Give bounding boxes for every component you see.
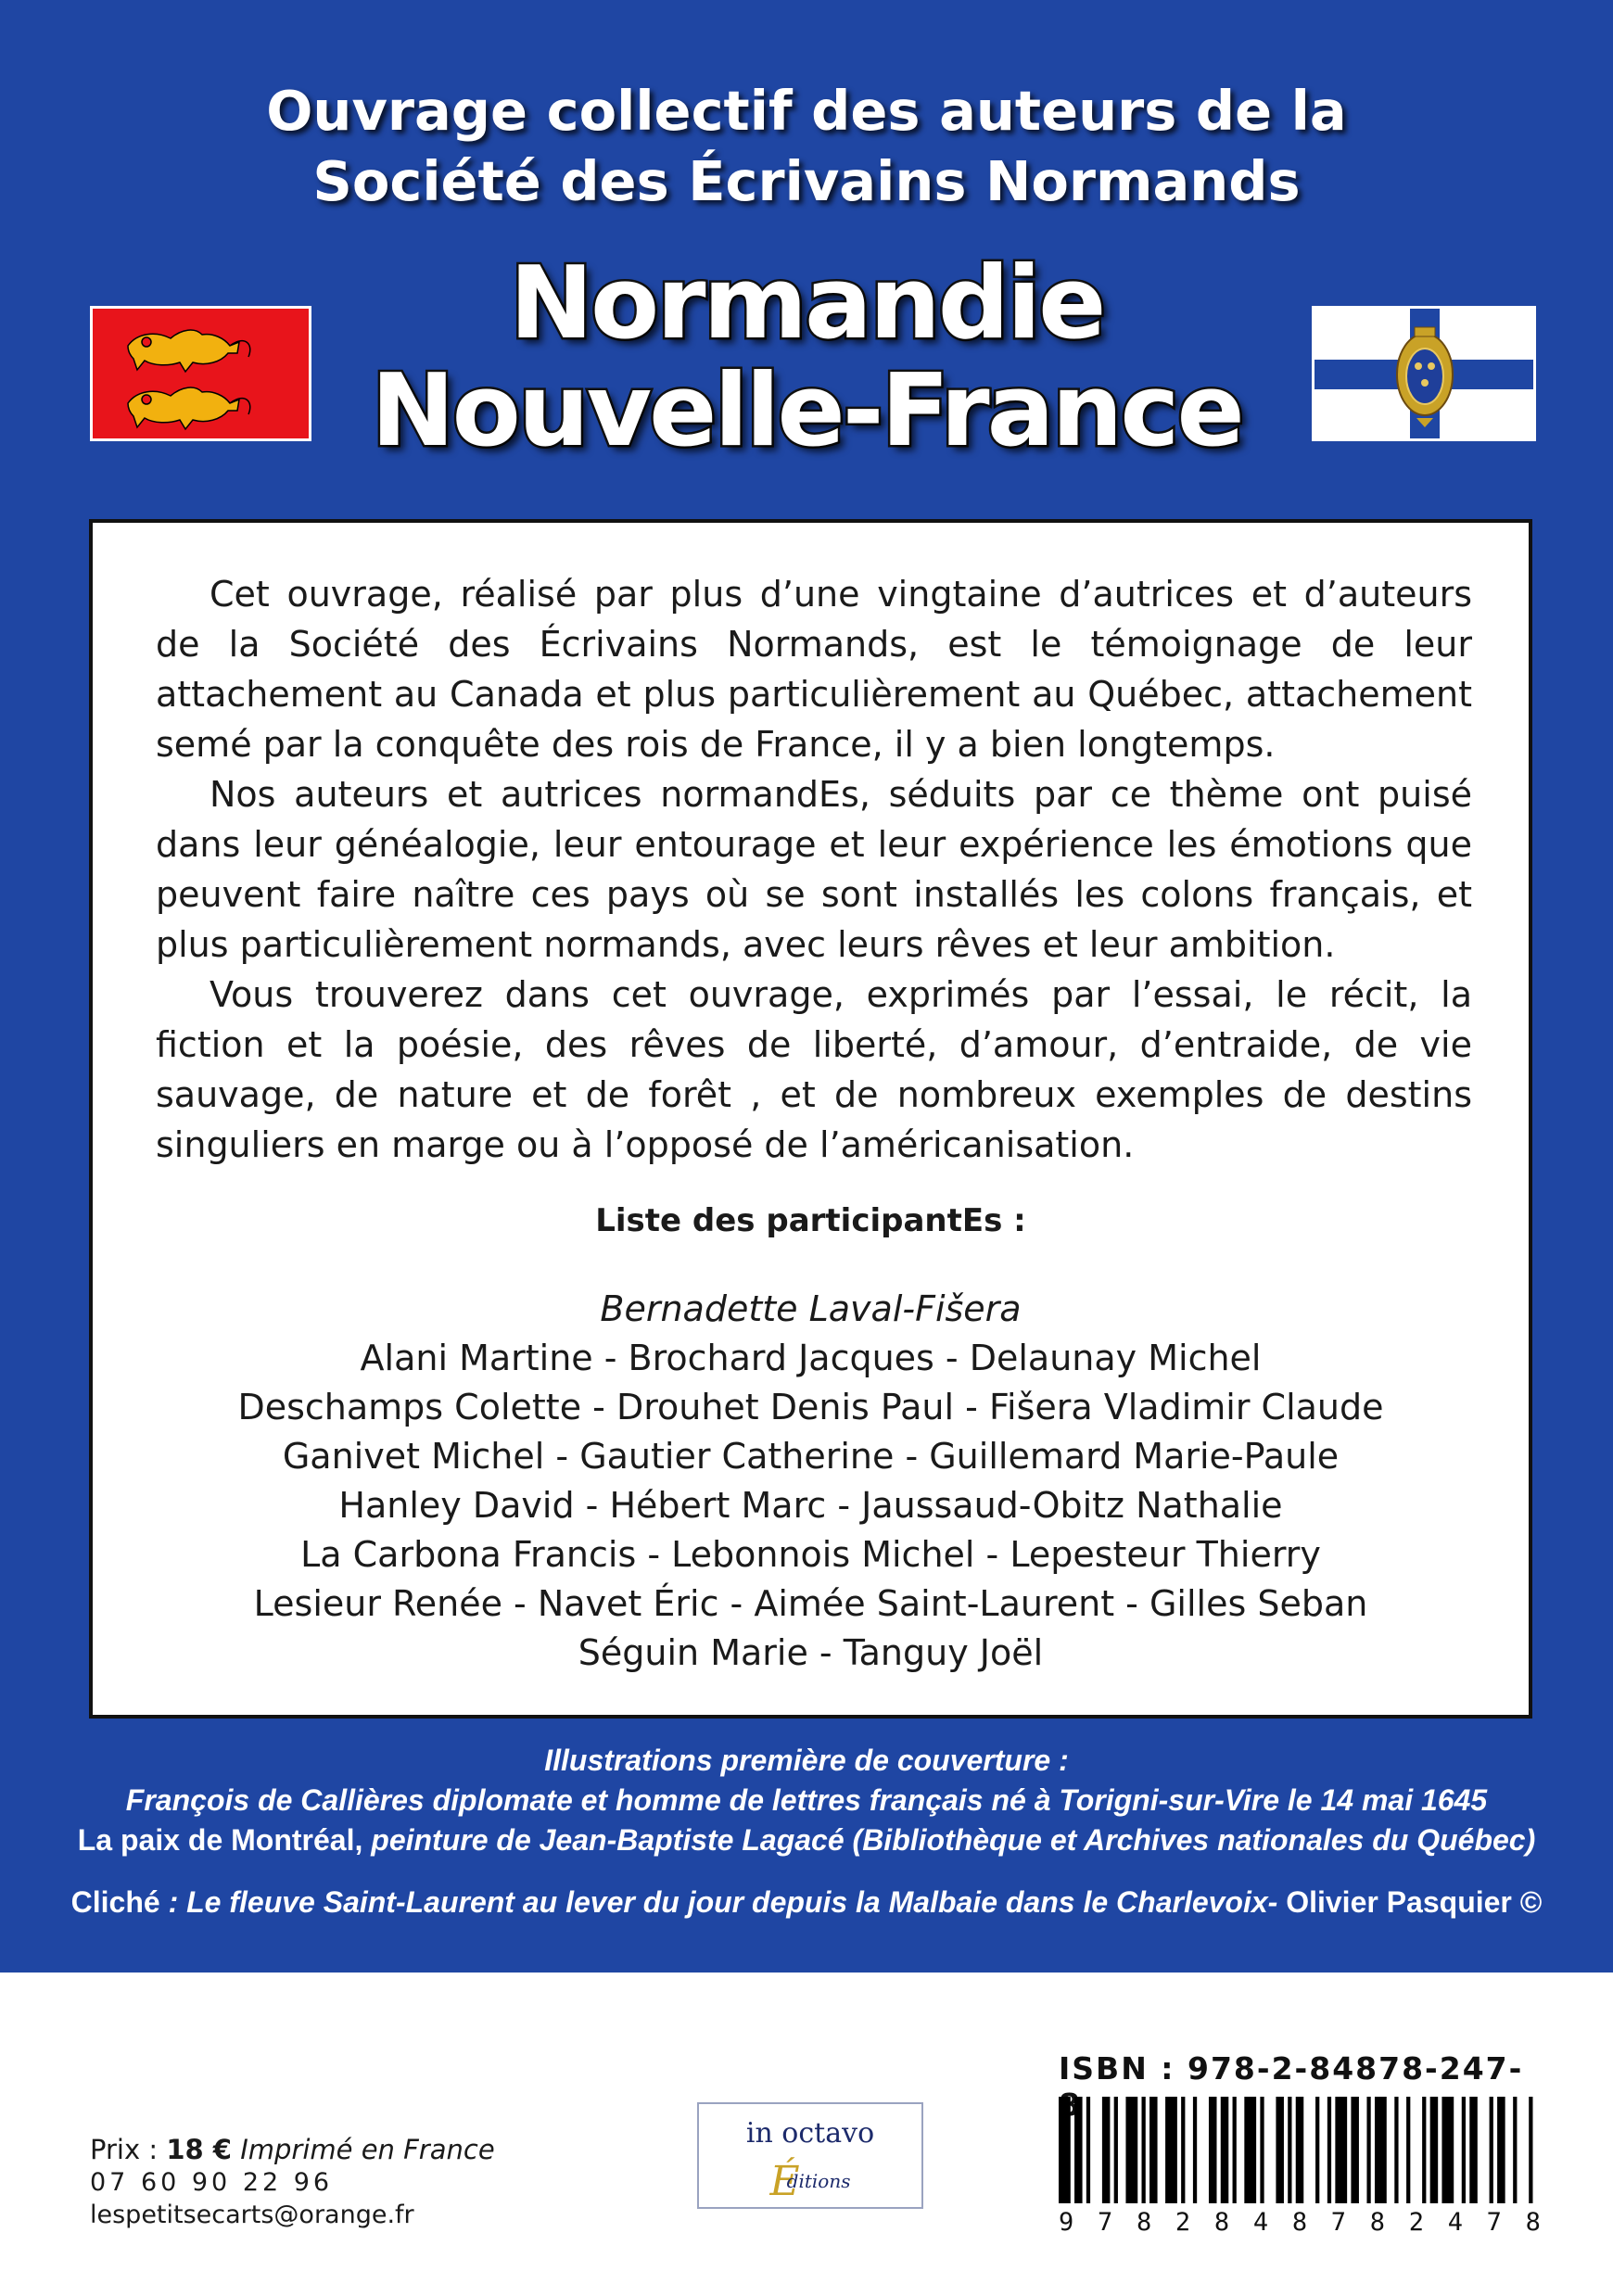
participants-list <box>93 1285 1529 1678</box>
barcode-bar <box>1529 2097 1532 2203</box>
illustration-credits <box>0 1741 1613 1922</box>
cliche-description: : Le fleuve Saint-Laurent au lever du jour depuis la Malbaie dans le Charlevoix- <box>159 1885 1278 1919</box>
barcode-digit: 4 <box>1252 2208 1269 2237</box>
cliche-label: Cliché <box>70 1885 160 1919</box>
barcode-bar <box>1406 2097 1410 2203</box>
barcode-bar <box>1193 2097 1197 2203</box>
barcode-bar <box>1244 2097 1256 2203</box>
barcode-bar <box>1086 2097 1090 2203</box>
barcode-bar <box>1288 2097 1291 2203</box>
credits-line-1: François de Callières diplomate et homme de lettres français né à Torigni-sur-Vire le 14 mai 1645 <box>125 1783 1488 1817</box>
barcode-bar <box>1490 2097 1493 2203</box>
barcode-digit: 8 <box>1525 2208 1541 2237</box>
barcode-bar <box>1375 2097 1387 2203</box>
barcode-bar <box>1469 2097 1478 2203</box>
barcode-bar <box>1209 2097 1217 2203</box>
barcode-bar <box>1260 2097 1264 2203</box>
barcode-bar <box>1165 2097 1177 2203</box>
barcode-bar <box>1221 2097 1229 2203</box>
barcode-digit: 8 <box>1213 2208 1230 2237</box>
barcode-digit: 9 <box>1059 2208 1074 2237</box>
title-line-2: Nouvelle-France <box>371 353 1242 469</box>
barcode-digit: 2 <box>1175 2208 1191 2237</box>
normandy-flag-icon <box>90 306 311 441</box>
barcode-bar <box>1059 2097 1071 2203</box>
barcode-bar <box>1276 2097 1284 2203</box>
participants-line: Ganivet Michel - Gautier Catherine - Guillemard Marie-Paule <box>282 1436 1340 1477</box>
participants-line: Hanley David - Hébert Marc - Jaussaud-Obitz Nathalie <box>338 1485 1283 1526</box>
credits-heading: Illustrations première de couverture : <box>544 1744 1069 1777</box>
subtitle-line-2: Société des Écrivains Normands <box>312 149 1301 213</box>
barcode-bar <box>1394 2097 1398 2203</box>
barcode-digit: 7 <box>1330 2208 1347 2237</box>
summary-paragraph-2: Nos auteurs et autrices normandEs, séduits par ce thème ont puisé dans leur généalogie, leur entourage et leur expérience les émotions que peuvent faire naître ces pays où se sont installés les colons français, et plus particulièrement normands, avec leurs rêves et leur ambition. <box>156 774 1472 965</box>
email-address: lespetitsecarts@orange.fr <box>90 2201 414 2229</box>
participants-line: La Carbona Francis - Lebonnois Michel - Lepesteur Thierry <box>300 1534 1321 1575</box>
summary-paragraph-3: Vous trouverez dans cet ouvrage, exprimés par l’essai, le récit, la fiction et la poésie, des rêves de liberté, d’amour, d’entraide, de vie sauvage, de nature et de forêt , et de nombreux exemples de destins singuliers en marge ou à l’opposé de l’américanisation. <box>156 974 1472 1165</box>
barcode-bar <box>1181 2097 1185 2203</box>
publisher-name: in octavo <box>745 2117 875 2150</box>
barcode-bar <box>1125 2097 1137 2203</box>
price-label: Prix : <box>90 2134 167 2165</box>
credits-line-2 <box>0 1820 1613 1860</box>
price-value: 18 € <box>166 2134 232 2165</box>
barcode-bar <box>1366 2097 1370 2203</box>
barcode-bar <box>1351 2097 1359 2203</box>
publisher-editions-text: ditions <box>786 2170 851 2192</box>
subtitle-line-1: Ouvrage collectif des auteurs de la <box>266 79 1347 143</box>
collective-work-subtitle <box>0 76 1613 217</box>
barcode-digit: 8 <box>1291 2208 1308 2237</box>
barcode-bar <box>1327 2097 1331 2203</box>
barcode-bar <box>1102 2097 1111 2203</box>
title-line-1: Normandie <box>509 246 1104 362</box>
barcode-digits <box>1059 2208 1541 2237</box>
credits-painting-title: La paix de Montréal, <box>77 1823 363 1857</box>
barcode-bar <box>1149 2097 1158 2203</box>
participants-line: Lesieur Renée - Navet Éric - Aimée Saint-Laurent - Gilles Seban <box>253 1583 1368 1624</box>
price-contact-block <box>90 2132 495 2232</box>
participants-line: Deschamps Colette - Drouhet Denis Paul - Fišera Vladimir Claude <box>237 1387 1384 1427</box>
barcode-bar <box>1074 2097 1083 2203</box>
normandy-lions-icon <box>93 309 309 438</box>
barcode-icon <box>1059 2097 1541 2203</box>
barcode-bar <box>1114 2097 1118 2203</box>
barcode-bar <box>1335 2097 1347 2203</box>
barcode-bar <box>1430 2097 1439 2203</box>
royal-arms-icon <box>1315 309 1533 438</box>
barcode-bar <box>1233 2097 1237 2203</box>
barcode-digit: 7 <box>1097 2208 1113 2237</box>
barcode-bar <box>1315 2097 1319 2203</box>
barcode-digit: 8 <box>1136 2208 1152 2237</box>
barcode-bar <box>1497 2097 1505 2203</box>
participants-line: Séguin Marie - Tanguy Joël <box>578 1632 1044 1673</box>
featured-participant: Bernadette Laval-Fišera <box>600 1288 1022 1329</box>
barcode-bar <box>1462 2097 1466 2203</box>
photo-credit <box>0 1883 1613 1922</box>
barcode-digit: 8 <box>1369 2208 1386 2237</box>
summary-box <box>89 519 1532 1719</box>
barcode-bar <box>1142 2097 1146 2203</box>
publisher-editions <box>699 2158 921 2205</box>
printed-in: Imprimé en France <box>240 2134 495 2165</box>
nouvelle-france-flag-icon <box>1312 306 1536 441</box>
barcode-digit: 4 <box>1447 2208 1463 2237</box>
barcode-digit: 7 <box>1486 2208 1502 2237</box>
phone-number: 07 60 90 22 96 <box>90 2168 334 2197</box>
barcode-digit: 2 <box>1408 2208 1424 2237</box>
summary-paragraph-1: Cet ouvrage, réalisé par plus d’une vingtaine d’autrices et d’auteurs de la Société des Écrivains Normands, est le témoignage de leur attachement au Canada et plus particulièrement au Québec, attachement semé par la conquête des rois de France, il y a bien longtemps. <box>156 574 1472 765</box>
barcode-bar <box>1422 2097 1426 2203</box>
cliche-author: Olivier Pasquier © <box>1277 1885 1543 1919</box>
price-line <box>90 2132 495 2167</box>
participants-line: Alani Martine - Brochard Jacques - Delaunay Michel <box>360 1338 1262 1378</box>
publisher-logo <box>697 2102 923 2209</box>
publisher-e: É <box>769 2158 800 2205</box>
barcode-bar <box>1296 2097 1304 2203</box>
participants-heading: Liste des participantEs : <box>595 1202 1026 1239</box>
isbn-label: ISBN : 978-2-84878-247- <box>1059 2050 1524 2087</box>
barcode-bar <box>1442 2097 1454 2203</box>
barcode-bar <box>1513 2097 1517 2203</box>
credits-painting-detail: peinture de Jean-Baptiste Lagacé (Bibliothèque et Archives nationales du Québec) <box>362 1823 1536 1857</box>
